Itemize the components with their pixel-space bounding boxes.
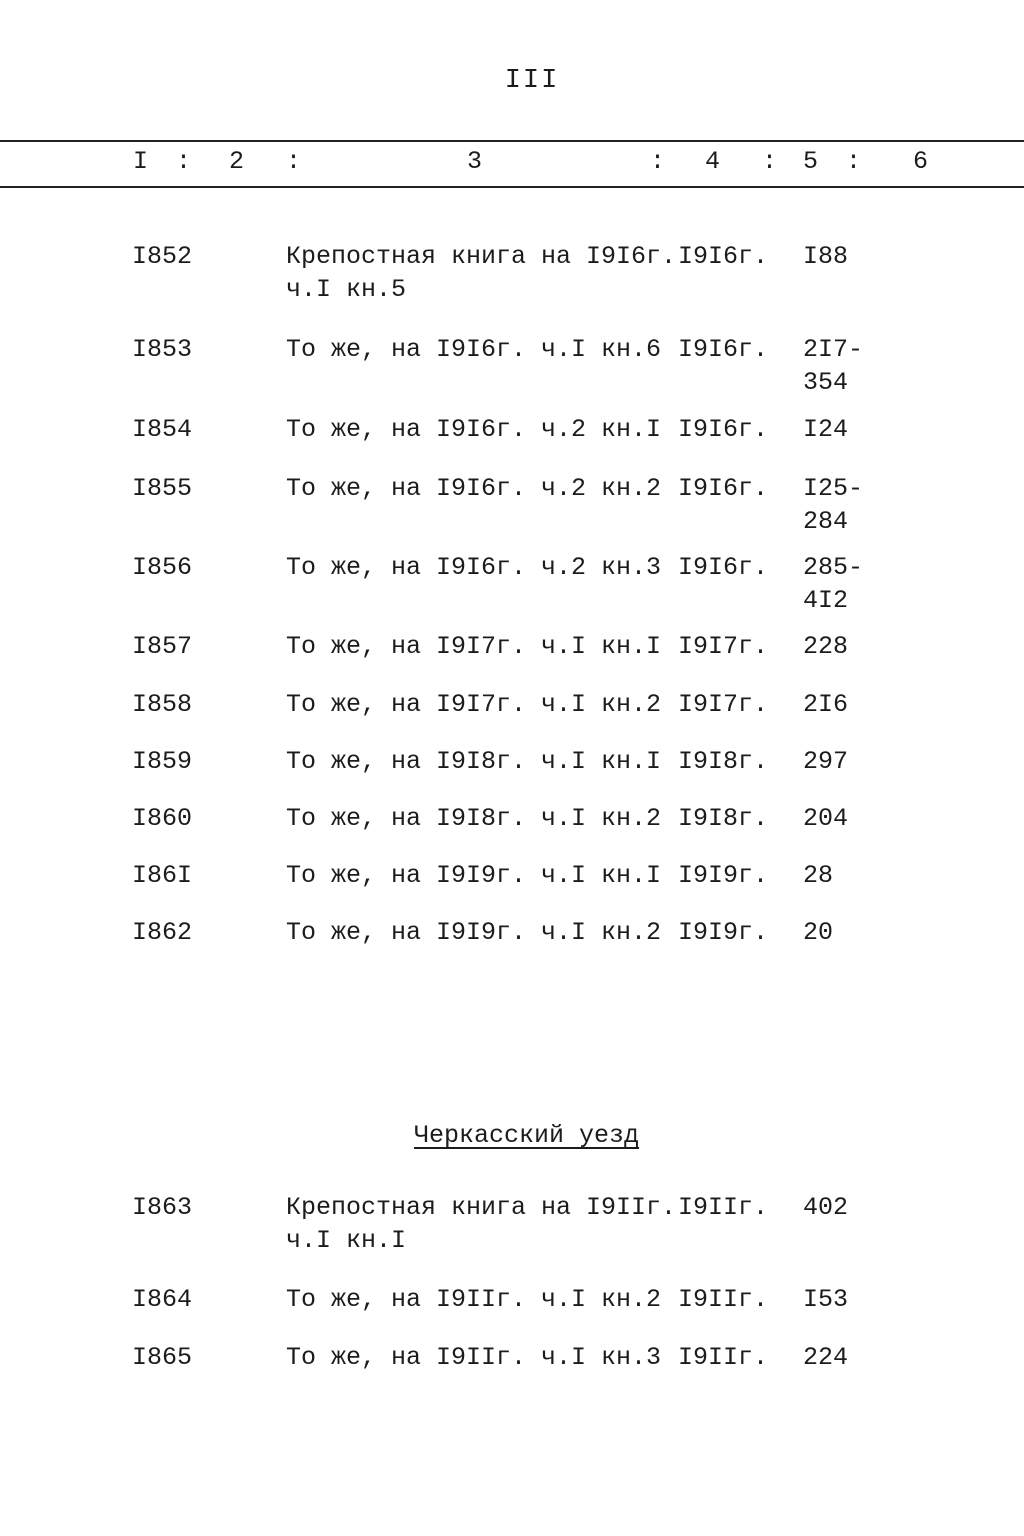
item-pages-line: 2I6 [803, 690, 849, 719]
item-year: I9IIг. [678, 1285, 769, 1314]
item-pages [803, 1341, 873, 1374]
column-separator: : [650, 147, 666, 176]
column-separator: : [176, 147, 192, 176]
item-description [286, 802, 676, 835]
item-year: I9I9г. [678, 918, 769, 947]
item-pages-line: 2I7- [803, 335, 864, 364]
column-separator: : [286, 147, 302, 176]
item-pages-line: 204 [803, 804, 849, 833]
item-pages [803, 916, 873, 949]
item-pages [803, 240, 873, 273]
item-description [286, 745, 676, 778]
item-description-line: ч.I кн.I [286, 1226, 407, 1255]
item-year: I9I7г. [678, 632, 769, 661]
item-pages-line: 354 [803, 368, 849, 397]
item-number: I854 [132, 415, 193, 444]
item-description [286, 240, 676, 306]
item-number: I862 [132, 918, 193, 947]
header-bottom-rule [0, 186, 1024, 188]
item-number: I860 [132, 804, 193, 833]
item-year: I9IIг. [678, 1343, 769, 1372]
item-pages-line: I88 [803, 242, 849, 271]
item-pages-line: I25- [803, 474, 864, 503]
item-description-line: Крепостная книга на I9I6г. [286, 242, 677, 271]
item-year: I9I7г. [678, 690, 769, 719]
item-description-line: Крепостная книга на I9IIг. [286, 1193, 677, 1222]
item-pages-line: 228 [803, 632, 849, 661]
item-description [286, 333, 676, 366]
item-year: I9I6г. [678, 415, 769, 444]
item-pages [803, 333, 873, 399]
item-pages-line: 28 [803, 861, 834, 890]
header-top-rule [0, 140, 1024, 142]
item-description [286, 630, 676, 663]
item-year: I9I6г. [678, 553, 769, 582]
item-pages-line: 20 [803, 918, 834, 947]
column-header-2: 2 [229, 147, 245, 176]
item-number: I857 [132, 632, 193, 661]
item-description-line: То же, на I9I8г. ч.I кн.2 [286, 804, 662, 833]
item-description-line: То же, на I9I9г. ч.I кн.I [286, 861, 662, 890]
section-title: Черкасский уезд [414, 1121, 640, 1150]
item-number: I86I [132, 861, 193, 890]
item-number: I859 [132, 747, 193, 776]
item-pages-line: 4I2 [803, 586, 849, 615]
item-description-line: То же, на I9I8г. ч.I кн.I [286, 747, 662, 776]
item-pages-line: 297 [803, 747, 849, 776]
item-description-line: То же, на I9I7г. ч.I кн.2 [286, 690, 662, 719]
item-pages [803, 745, 873, 778]
item-description [286, 688, 676, 721]
item-description-line: То же, на I9I6г. ч.2 кн.I [286, 415, 662, 444]
item-description-line: То же, на I9I6г. ч.I кн.6 [286, 335, 662, 364]
item-description-line: То же, на I9I7г. ч.I кн.I [286, 632, 662, 661]
item-pages-line: 284 [803, 507, 849, 536]
item-description [286, 413, 676, 446]
item-pages-line: I24 [803, 415, 849, 444]
item-pages [803, 1191, 873, 1224]
item-pages [803, 688, 873, 721]
item-number: I856 [132, 553, 193, 582]
page-number: III [504, 66, 560, 96]
column-header-3: 3 [467, 147, 483, 176]
item-pages-line: 285- [803, 553, 864, 582]
item-year: I9I6г. [678, 242, 769, 271]
item-year: I9I6г. [678, 474, 769, 503]
item-number: I863 [132, 1193, 193, 1222]
item-year: I9I9г. [678, 861, 769, 890]
item-number: I865 [132, 1343, 193, 1372]
item-year: I9I6г. [678, 335, 769, 364]
item-description-line: То же, на I9I9г. ч.I кн.2 [286, 918, 662, 947]
item-pages [803, 1283, 873, 1316]
column-header-5: 5 [803, 147, 819, 176]
item-description [286, 1341, 676, 1374]
item-pages-line: 402 [803, 1193, 849, 1222]
column-header-1: I [133, 147, 149, 176]
item-pages [803, 802, 873, 835]
item-pages-line: I53 [803, 1285, 849, 1314]
item-description-line: То же, на I9I6г. ч.2 кн.3 [286, 553, 662, 582]
column-separator: : [846, 147, 862, 176]
item-description [286, 859, 676, 892]
column-header-6: 6 [913, 147, 929, 176]
item-description [286, 1283, 676, 1316]
item-pages [803, 472, 873, 538]
item-pages [803, 630, 873, 663]
item-description-line: То же, на I9IIг. ч.I кн.3 [286, 1343, 662, 1372]
item-description-line: ч.I кн.5 [286, 275, 407, 304]
column-separator: : [762, 147, 778, 176]
item-description [286, 551, 676, 584]
item-year: I9IIг. [678, 1193, 769, 1222]
item-description-line: То же, на I9IIг. ч.I кн.2 [286, 1285, 662, 1314]
item-pages [803, 859, 873, 892]
item-number: I858 [132, 690, 193, 719]
item-number: I853 [132, 335, 193, 364]
item-number: I855 [132, 474, 193, 503]
item-description [286, 472, 676, 505]
item-year: I9I8г. [678, 804, 769, 833]
item-pages [803, 413, 873, 446]
item-pages [803, 551, 873, 617]
column-header-4: 4 [705, 147, 721, 176]
item-description [286, 1191, 676, 1257]
item-year: I9I8г. [678, 747, 769, 776]
item-description-line: То же, на I9I6г. ч.2 кн.2 [286, 474, 662, 503]
item-number: I852 [132, 242, 193, 271]
item-description [286, 916, 676, 949]
item-number: I864 [132, 1285, 193, 1314]
item-pages-line: 224 [803, 1343, 849, 1372]
